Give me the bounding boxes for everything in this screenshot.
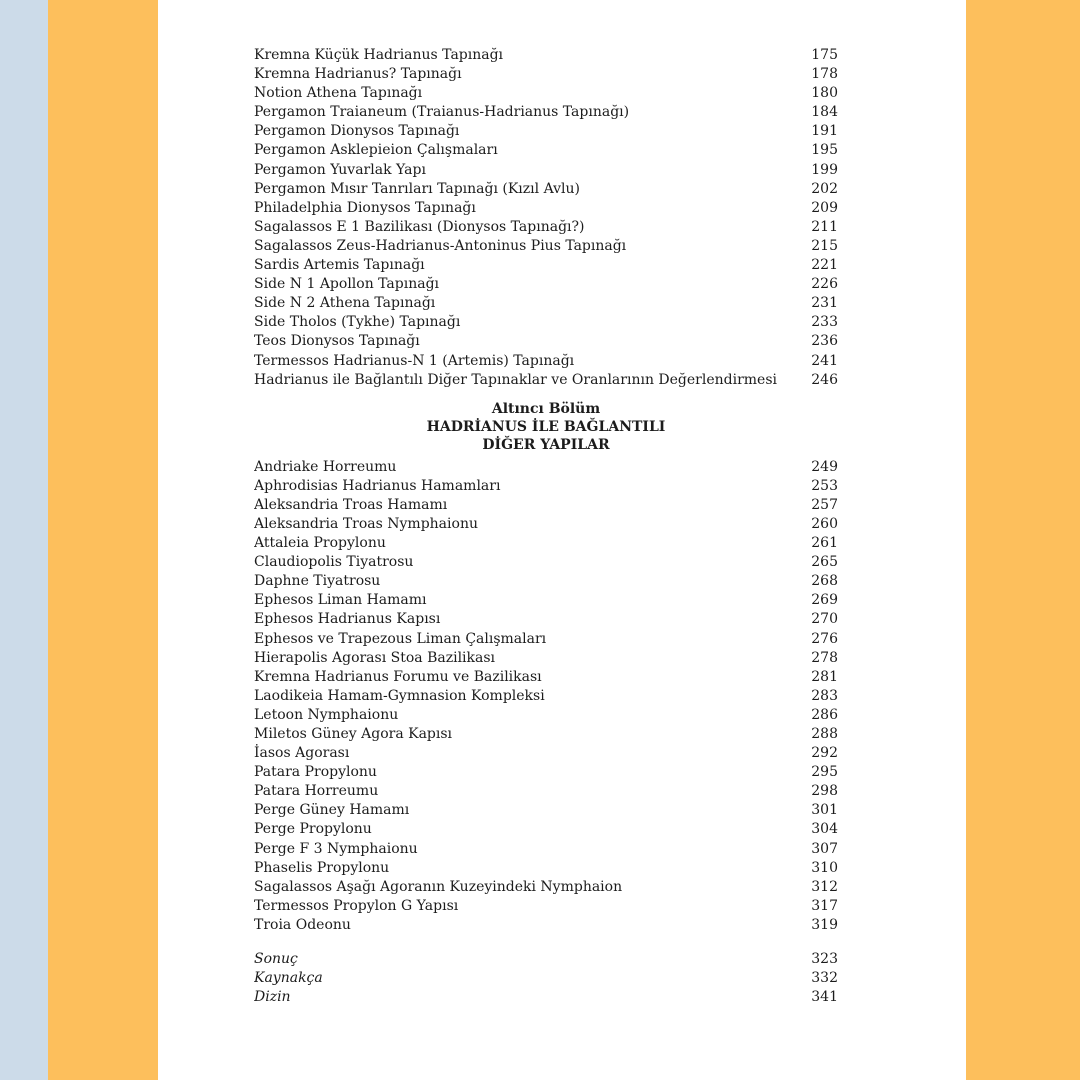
- toc-entry-title: Side Tholos (Tykhe) Tapınağı: [254, 314, 461, 331]
- toc-entry-page-number: 286: [811, 706, 838, 723]
- toc-entry-title: Ephesos Liman Hamamı: [254, 592, 427, 609]
- toc-entry-title: Sagalassos E 1 Bazilikası (Dionysos Tapınağı?): [254, 218, 585, 235]
- toc-section-temples: [254, 46, 838, 390]
- toc-entry: [254, 687, 838, 706]
- toc-entry-page-number: 253: [811, 477, 838, 494]
- toc-entry: [254, 477, 838, 496]
- toc-entry: [254, 141, 838, 160]
- toc-entry: [254, 256, 838, 275]
- toc-entry-title: Aphrodisias Hadrianus Hamamları: [254, 477, 501, 494]
- toc-entry-page-number: 278: [811, 649, 838, 666]
- toc-entry: [254, 65, 838, 84]
- toc-entry: [254, 103, 838, 122]
- toc-entry: [254, 668, 838, 687]
- toc-entry-page-number: 257: [811, 496, 838, 513]
- toc-entry: [254, 969, 838, 988]
- toc-entry: [254, 950, 838, 969]
- toc-entry-title: Side N 1 Apollon Tapınağı: [254, 276, 440, 293]
- toc-entry: [254, 84, 838, 103]
- toc-entry-page-number: 184: [811, 104, 838, 121]
- toc-entry-title: Pergamon Yuvarlak Yapı: [254, 161, 426, 178]
- toc-entry-title: Sagalassos Zeus-Hadrianus-Antoninus Pius Tapınağı: [254, 237, 627, 254]
- toc-entry-page-number: 246: [811, 371, 838, 388]
- toc-entry-title: Kaynakça: [254, 970, 323, 987]
- toc-entry-title: Miletos Güney Agora Kapısı: [254, 726, 453, 742]
- toc-entry-page-number: 261: [811, 535, 838, 552]
- toc-entry-page-number: 307: [811, 840, 838, 857]
- toc-entry-page-number: 319: [811, 916, 838, 933]
- toc-entry: [254, 610, 838, 629]
- toc-entry-title: Kremna Küçük Hadrianus Tapınağı: [254, 47, 504, 63]
- toc-entry: [254, 725, 838, 744]
- toc-entry-page-number: 241: [811, 352, 838, 369]
- toc-entry-page-number: 199: [811, 161, 838, 178]
- toc-entry: [254, 988, 838, 1007]
- toc-entry-page-number: 175: [811, 47, 838, 63]
- toc-entry-title: Claudiopolis Tiyatrosu: [254, 554, 414, 571]
- toc-entry-page-number: 298: [811, 783, 838, 800]
- toc-entry: [254, 878, 838, 897]
- toc-entry-title: Termessos Hadrianus-N 1 (Artemis) Tapınağı: [254, 352, 575, 369]
- toc-entry-title: Dizin: [254, 989, 291, 1006]
- toc-entry: [254, 180, 838, 199]
- toc-entry: [254, 649, 838, 668]
- toc-entry-title: Hadrianus ile Bağlantılı Diğer Tapınaklar ve Oranlarının Değerlendirmesi: [254, 371, 777, 388]
- toc-entry-title: Aleksandria Troas Hamamı: [254, 496, 448, 513]
- toc-entry: [254, 458, 838, 477]
- toc-entry-page-number: 249: [811, 458, 838, 475]
- toc-entry-page-number: 215: [811, 237, 838, 254]
- toc-entry-title: Perge Propylonu: [254, 821, 372, 838]
- toc-entry-page-number: 317: [811, 897, 838, 914]
- toc-entry: [254, 237, 838, 256]
- toc-entry: [254, 218, 838, 237]
- toc-entry: [254, 591, 838, 610]
- left-blue-stripe: [0, 0, 48, 1080]
- toc-entry: [254, 199, 838, 218]
- toc-entry-title: Patara Horreumu: [254, 783, 379, 800]
- toc-entry: [254, 820, 838, 839]
- toc-entry-title: Pergamon Dionysos Tapınağı: [254, 123, 460, 140]
- toc-entry: [254, 630, 838, 649]
- toc-entry: [254, 706, 838, 725]
- toc-entry: [254, 122, 838, 141]
- toc-entry-title: Laodikeia Hamam-Gymnasion Kompleksi: [254, 687, 545, 704]
- toc-entry-title: Ephesos ve Trapezous Liman Çalışmaları: [254, 630, 547, 647]
- section-spacer: [254, 935, 838, 950]
- toc-entry-page-number: 202: [811, 180, 838, 197]
- toc-entry-page-number: 281: [811, 668, 838, 685]
- toc-entry-title: Aleksandria Troas Nymphaionu: [254, 515, 478, 532]
- toc-entry-page-number: 283: [811, 687, 838, 704]
- toc-entry-title: Daphne Tiyatrosu: [254, 573, 381, 590]
- toc-entry-title: Termessos Propylon G Yapısı: [254, 897, 459, 914]
- toc-entry-page-number: 312: [811, 878, 838, 895]
- toc-entry: [254, 801, 838, 820]
- table-of-contents: [254, 46, 838, 1007]
- toc-entry-title: Philadelphia Dionysos Tapınağı: [254, 199, 476, 216]
- toc-entry-title: Letoon Nymphaionu: [254, 706, 399, 723]
- toc-entry: [254, 294, 838, 313]
- toc-entry: [254, 332, 838, 351]
- toc-entry-page-number: 209: [811, 199, 838, 216]
- toc-entry: [254, 763, 838, 782]
- toc-entry-page-number: 236: [811, 333, 838, 350]
- toc-entry: [254, 534, 838, 553]
- toc-entry-title: Sagalassos Aşağı Agoranın Kuzeyindeki Nymphaion: [254, 878, 623, 895]
- toc-entry-page-number: 211: [811, 218, 838, 235]
- toc-section-back-matter: [254, 950, 838, 1007]
- toc-entry: [254, 840, 838, 859]
- toc-entry: [254, 744, 838, 763]
- toc-entry: [254, 496, 838, 515]
- toc-entry: [254, 916, 838, 935]
- toc-entry-title: Teos Dionysos Tapınağı: [254, 333, 420, 350]
- toc-entry-page-number: 341: [811, 989, 838, 1006]
- toc-entry-page-number: 195: [811, 142, 838, 159]
- right-orange-frame: [966, 0, 1080, 1080]
- toc-entry-title: İasos Agorası: [254, 745, 350, 762]
- toc-entry-title: Patara Propylonu: [254, 764, 377, 781]
- toc-entry-page-number: 221: [811, 257, 838, 274]
- chapter-title-line1: HADRİANUS İLE BAĞLANTILI: [426, 418, 666, 435]
- toc-entry-title: Notion Athena Tapınağı: [254, 85, 423, 102]
- toc-entry-title: Hierapolis Agorası Stoa Bazilikası: [254, 649, 496, 666]
- toc-entry-page-number: 310: [811, 859, 838, 876]
- toc-entry-page-number: 180: [811, 85, 838, 102]
- toc-entry-page-number: 301: [811, 802, 838, 819]
- toc-section-other-structures: [254, 458, 838, 935]
- chapter-heading: [254, 400, 838, 454]
- toc-entry: [254, 371, 838, 390]
- toc-entry-page-number: 323: [811, 951, 838, 968]
- toc-entry: [254, 515, 838, 534]
- toc-entry-page-number: 260: [811, 515, 838, 532]
- toc-entry-page-number: 269: [811, 592, 838, 609]
- toc-entry-page-number: 332: [811, 970, 838, 987]
- toc-entry-title: Sonuç: [254, 951, 298, 968]
- toc-entry-title: Pergamon Mısır Tanrıları Tapınağı (Kızıl Avlu): [254, 180, 580, 197]
- toc-entry: [254, 782, 838, 801]
- toc-entry-title: Ephesos Hadrianus Kapısı: [254, 611, 441, 628]
- toc-entry: [254, 352, 838, 371]
- toc-entry-page-number: 265: [811, 554, 838, 571]
- left-orange-frame: [48, 0, 158, 1080]
- toc-entry-title: Phaselis Propylonu: [254, 859, 390, 876]
- toc-entry-title: Perge F 3 Nymphaionu: [254, 840, 418, 857]
- chapter-title-line2: DİĞER YAPILAR: [482, 436, 610, 453]
- toc-entry: [254, 572, 838, 591]
- book-page: [158, 0, 966, 1080]
- toc-entry-page-number: 226: [811, 276, 838, 293]
- toc-entry-title: Sardis Artemis Tapınağı: [254, 257, 425, 274]
- toc-entry-page-number: 191: [811, 123, 838, 140]
- toc-entry-page-number: 292: [811, 745, 838, 762]
- toc-entry-page-number: 268: [811, 573, 838, 590]
- toc-entry-title: Perge Güney Hamamı: [254, 802, 410, 819]
- toc-entry: [254, 313, 838, 332]
- toc-entry: [254, 553, 838, 572]
- toc-entry: [254, 161, 838, 180]
- chapter-label: Altıncı Bölüm: [491, 400, 601, 417]
- toc-entry-title: Pergamon Traianeum (Traianus-Hadrianus Tapınağı): [254, 104, 630, 121]
- toc-entry-title: Kremna Hadrianus? Tapınağı: [254, 66, 462, 83]
- toc-entry-title: Side N 2 Athena Tapınağı: [254, 295, 436, 312]
- toc-entry-page-number: 270: [811, 611, 838, 628]
- toc-entry: [254, 275, 838, 294]
- toc-entry-page-number: 288: [811, 726, 838, 742]
- toc-entry-title: Kremna Hadrianus Forumu ve Bazilikası: [254, 668, 542, 685]
- toc-entry: [254, 897, 838, 916]
- toc-entry-page-number: 178: [811, 66, 838, 83]
- toc-entry-page-number: 304: [811, 821, 838, 838]
- toc-entry: [254, 46, 838, 65]
- toc-entry-page-number: 276: [811, 630, 838, 647]
- toc-entry-page-number: 233: [811, 314, 838, 331]
- toc-entry-page-number: 295: [811, 764, 838, 781]
- toc-entry-title: Pergamon Asklepieion Çalışmaları: [254, 142, 498, 159]
- toc-entry: [254, 859, 838, 878]
- toc-entry-title: Andriake Horreumu: [254, 458, 397, 475]
- toc-entry-page-number: 231: [811, 295, 838, 312]
- toc-entry-title: Attaleia Propylonu: [254, 535, 386, 552]
- toc-entry-title: Troia Odeonu: [254, 916, 351, 933]
